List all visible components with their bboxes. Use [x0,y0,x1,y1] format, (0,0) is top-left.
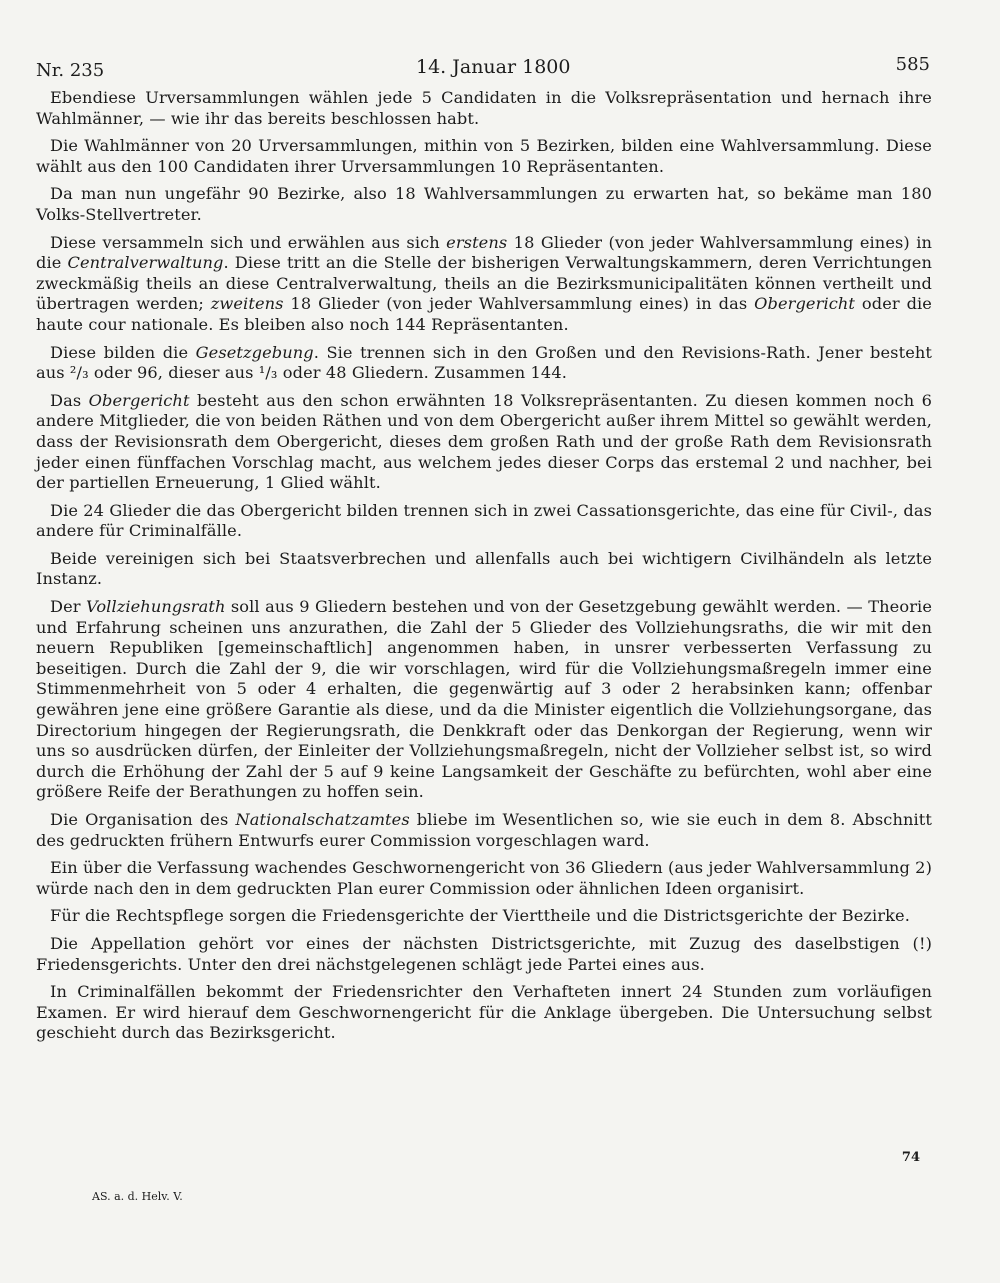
text-run: Ebendiese Urversammlungen wählen jede 5 Candidaten in die Volksrepräsentation und hernach ihre Wahlmänner, — wie ihr das bereits beschlossen habt. [36,88,932,128]
paragraph [36,858,932,899]
paragraph [36,934,932,975]
text-run: Beide vereinigen sich bei Staatsverbrechen und allenfalls auch bei wichtigern Civilhändeln als letzte Instanz. [36,548,932,589]
paragraph [36,906,932,927]
text-run: Die 24 Glieder die das Obergericht bilden trennen sich in zwei Cassationsgerichte, das eine für Civil-, das andere für Criminalfälle. [36,500,932,541]
sheet-number: 74 [901,1150,920,1165]
text-run: Die Appellation gehört vor eines der nächsten Districtsgerichte, mit Zuzug des daselbstigen (!) Friedensgerichts. Unter den drei nächstgelegenen schlägt jede Partei eines aus. [36,933,932,974]
paragraph [36,549,932,590]
italic-term: Nationalschatzamtes [235,810,410,829]
footer-signature: AS. a. d. Helv. V. [92,1190,183,1203]
paragraph [36,982,932,1044]
text-run: Der [50,597,87,617]
text-run: 18 Glieder (von jeder Wahlversammlung eines) in die [36,232,932,273]
italic-term: Vollziehungsrath [86,597,226,617]
text-run: Ein über die Verfassung wachendes Geschwornengericht von 36 Gliedern (aus jeder Wahlversammlung 2) würde nach den in dem gedruckten Plan eurer Commission oder ähnlichen Ideen organisirt. [36,858,932,898]
text-run: . Sie trennen sich in den Großen und den Revisions-Rath. Jener besteht aus ²/₃ oder 96, dieser aus ¹/₃ oder 48 Gliedern. Zusammen 144. [36,342,933,383]
paragraph [36,391,932,494]
italic-term: Gesetzgebung [195,342,314,362]
text-run: Die Organisation des [50,810,236,829]
paragraph [36,501,932,542]
text-run: Das [50,390,89,410]
text-run: Für die Rechtspflege sorgen die Friedensgerichte der Vierttheile und die Districtsgerichte der Bezirke. [50,906,910,926]
page-number: 585 [895,54,930,75]
italic-term: Centralverwaltung [67,253,224,273]
text-run: oder die haute cour nationale. Es bleiben also noch 144 Repräsentanten. [36,294,932,334]
paragraph [36,233,932,336]
text-run: . Diese tritt an die Stelle der bisherigen Verwaltungskammern, deren Verrichtungen zweckmäßig theils an diese Centralverwaltung, theils an die Bezirksmunicipalitäten können vertheilt und übertragen werden; [36,253,932,314]
text-run: Da man nun ungefähr 90 Bezirke, also 18 Wahlversammlungen zu erwarten hat, so bekäme man 180 Volks-Stellvertreter. [36,184,932,224]
text-run: Diese versammeln sich und erwählen aus sich [50,232,447,252]
text-run: In Criminalfällen bekommt der Friedensrichter den Verhafteten innert 24 Stunden zum vorläufigen Examen. Er wird hierauf dem Geschwornengericht für die Anklage übergeben. Die Untersuchung selbst geschieht durch das Bezirksgericht. [36,982,932,1043]
italic-term: Obergericht [88,390,190,410]
italic-term: zweitens [210,294,284,314]
body-text [36,88,932,1051]
paragraph [36,597,932,803]
text-run: bliebe im Wesentlichen so, wie sie euch in dem 8. Abschnitt des gedruckten frühern Entwurfs eurer Commission vorgeschlagen ward. [36,810,932,850]
italic-term: erstens [446,232,508,252]
page-header [36,54,930,84]
italic-term: Obergericht [754,294,856,314]
paragraph [36,810,932,851]
paragraph [36,343,932,384]
text-run: 18 Glieder (von jeder Wahlversammlung eines) in das [283,294,755,314]
paragraph [36,88,932,129]
text-run: Die Wahlmänner von 20 Urversammlungen, mithin von 5 Bezirken, bilden eine Wahlversammlung. Diese wählt aus den 100 Candidaten ihrer Urversammlungen 10 Repräsentanten. [36,136,932,176]
text-run: soll aus 9 Gliedern bestehen und von der Gesetzgebung gewählt werden. — Theorie und Erfahrung scheinen uns anzurathen, die Zahl der 5 Glieder des Vollziehungsraths, die wir mit den neuern Republiken [gemeinschaftlich] angenommen haben, in unsrer verbesserten Verfassung zu beseitigen. Durch die Zahl der 9, die wir vorschlagen, wird für die Vollziehungsmaßregeln immer eine Stimmenmehrheit von 5 oder 4 erhalten, die gegenwärtig auf 3 oder 2 herabsinken kann; offenbar gewähren jene eine größere Garantie als diese, und da die Minister eigentlich die Vollziehungsorgane, das Directorium hingegen der Regierungsrath, die Denkkraft oder das Denkorgan der Regierung, wenn wir uns so ausdrücken dürfen, der Einleiter der Vollziehungsmaßregeln, nicht der Vollzieher selbst ist, so wird durch die Erhöhung der Zahl der 5 auf 9 keine Langsamkeit der Geschäfte zu befürchten, wohl aber eine größere Reife der Berathungen zu hoffen sein. [36,597,932,802]
paragraph [36,184,932,225]
document-number: Nr. 235 [36,60,105,81]
text-run: Diese bilden die [50,342,196,362]
paragraph [36,136,932,177]
text-run: besteht aus den schon erwähnten 18 Volksrepräsentanten. Zu diesen kommen noch 6 andere Mitglieder, die von beiden Räthen und von dem Obergericht außer ihrem Mittel so gewählt werden, dass der Revisionsrath dem Obergericht, dieses dem großen Rath und der große Rath dem Revisionsrath jeder einen fünffachen Vorschlag macht, aus welchem jedes dieser Corps das erstemal 2 und nachher, bei der partiellen Erneuerung, 1 Glied wählt. [36,390,933,493]
header-date: 14. Januar 1800 [416,56,571,78]
